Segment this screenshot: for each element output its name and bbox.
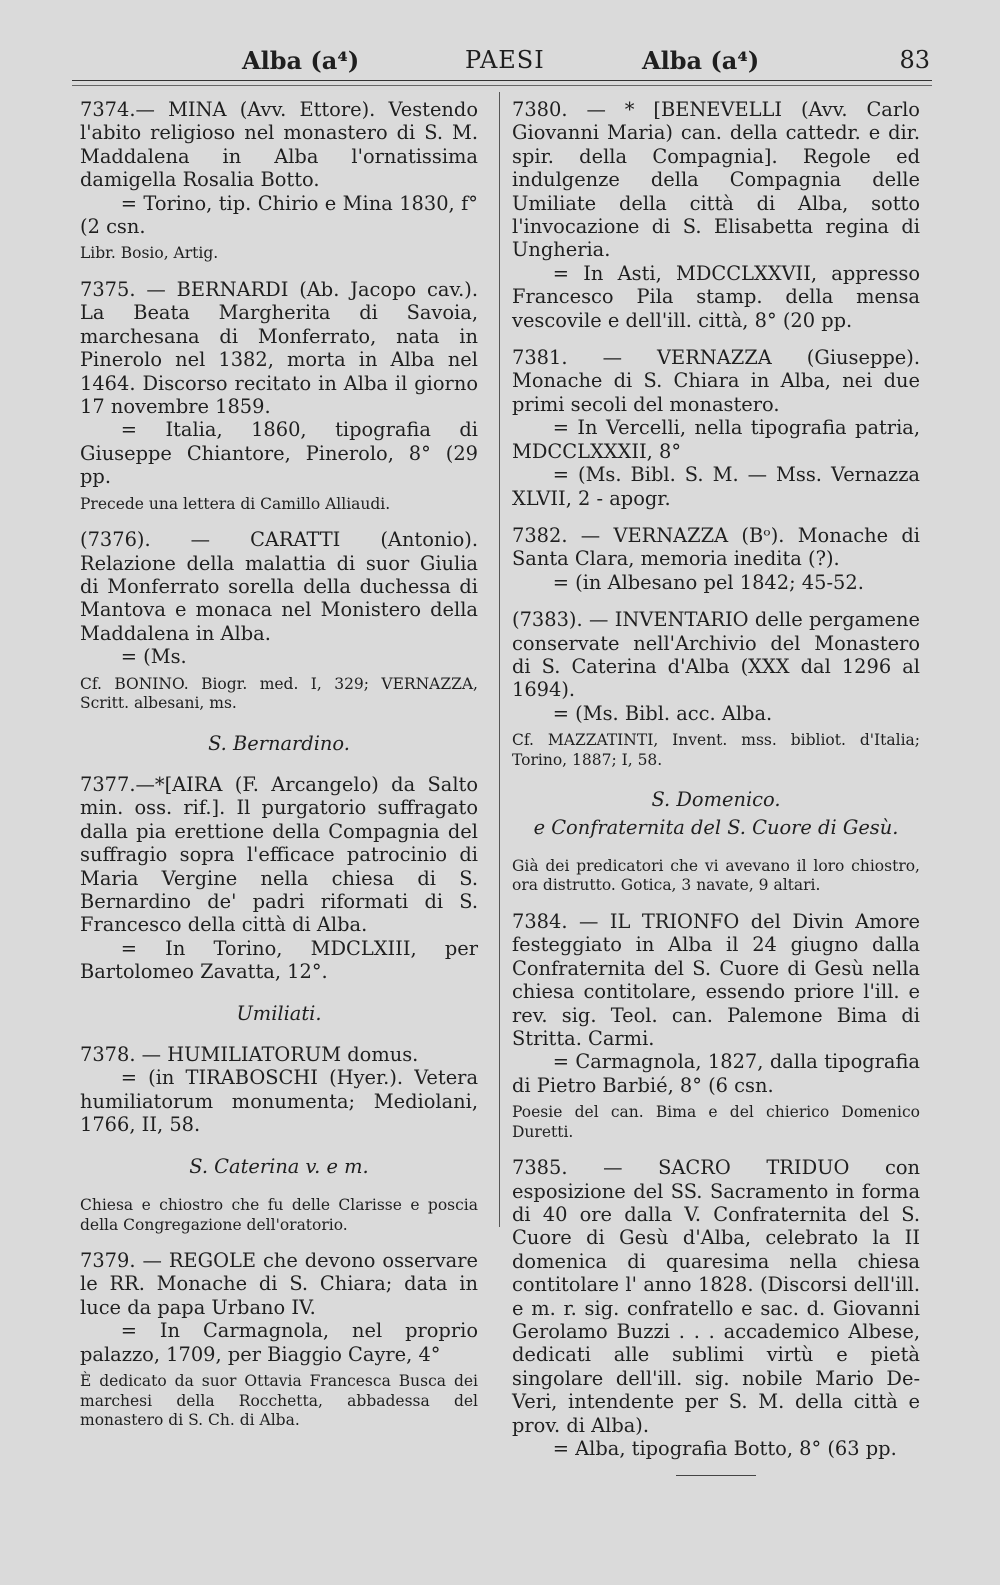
entry-imprint: = (Ms. Bibl. S. M. — Mss. Vernazza XLVII, 2 - apogr. <box>512 463 920 510</box>
header-rule <box>72 80 932 81</box>
header-right-title: Alba (a⁴) <box>642 46 760 75</box>
entry-text: (7383). — INVENTARIO delle pergamene conservate nell'Archivio del Monastero di S. Caterina d'Alba (XXX dal 1296 al 1694). <box>512 608 920 702</box>
entry-imprint: = (Ms. <box>120 645 187 669</box>
header-section-title: PAESI <box>465 46 545 74</box>
entry-note: Cf. MAZZATINTI, Invent. mss. bibliot. d'Italia; Torino, 1887; I, 58. <box>512 731 920 769</box>
page-number: 83 <box>899 46 930 74</box>
entry-text: 7375. — BERNARDI (Ab. Jacopo cav.). La Beata Margherita di Savoia, marchesana di Monferrato, nata in Pinerolo nel 1382, morta in Alba nel 1464. Discorso recitato in Alba il giorno 17 novembre 1859. <box>80 277 478 418</box>
entry-imprint: = In Torino, MDCLXIII, per Bartolomeo Zavatta, 12°. <box>80 936 478 984</box>
entry-7385 <box>512 1156 920 1460</box>
closing-rule <box>676 1475 756 1476</box>
right-column <box>512 98 920 1476</box>
entry-text: 7378. — HUMILIATORUM domus. <box>80 1043 419 1066</box>
left-column <box>80 98 478 1445</box>
header-rule-thin <box>72 85 932 86</box>
section-heading: S. Bernardino. <box>208 731 350 755</box>
entry-text: 7374.— MINA (Avv. Ettore). Vestendo l'abito religioso nel monastero di S. M. Maddalena in Alba l'ornatissima damigella Rosalia Botto. <box>80 98 478 192</box>
entry-7374 <box>80 98 478 264</box>
section-heading: S. Caterina v. e m. <box>189 1154 369 1178</box>
entry-imprint: = Carmagnola, 1827, dalla tipografia di Pietro Barbié, 8° (6 csn. <box>512 1050 920 1097</box>
entry-7375 <box>80 278 478 514</box>
entry-text: 7384. — IL TRIONFO del Divin Amore festeggiato in Alba il 24 giugno dalla Confraternita del S. Cuore di Gesù nella chiesa contitolare, essendo priore l'ill. e rev. sig. Teol. can. Palemone Bima di Stritta. Carmi. <box>512 909 920 1050</box>
header-left-title: Alba (a⁴) <box>242 46 360 75</box>
entry-7380 <box>512 98 920 332</box>
entry-text: 7381. — VERNAZZA (Giuseppe). Monache di S. Chiara in Alba, nei due primi secoli del monastero. <box>512 346 920 416</box>
entry-imprint: = Italia, 1860, tipografia di Giuseppe Chiantore, Pinerolo, 8° (29 pp. <box>80 418 478 489</box>
entry-note: Poesie del can. Bima e del chierico Domenico Duretti. <box>512 1103 920 1141</box>
entry-text: 7379. — REGOLE che devono osservare le RR. Monache di S. Chiara; data in luce da papa Urbano IV. <box>80 1249 478 1319</box>
entry-7377 <box>80 773 478 984</box>
entry-imprint: = (Ms. Bibl. acc. Alba. <box>552 701 773 725</box>
section-heading: Umiliati. <box>236 1001 322 1025</box>
entry-note: Precede una lettera di Camillo Alliaudi. <box>80 494 391 513</box>
entry-text: 7380. — * [BENEVELLI (Avv. Carlo Giovanni Maria) can. della cattedr. e dir. spir. della Compagnia]. Regole ed indulgenze della Compagnia delle Umiliate della città di Alba, sotto l'invocazione di S. Elisabetta regina di Ungheria. <box>512 98 920 262</box>
entry-note: È dedicato da suor Ottavia Francesca Busca dei marchesi della Rocchetta, abbadessa del monastero di S. Ch. di Alba. <box>80 1372 478 1430</box>
entry-imprint: = Torino, tip. Chirio e Mina 1830, f° (2 csn. <box>80 191 478 239</box>
entry-7376 <box>80 528 478 713</box>
entry-imprint: = In Carmagnola, nel proprio palazzo, 1709, per Biaggio Cayre, 4° <box>80 1319 478 1366</box>
entry-imprint: = (in Albesano pel 1842; 45-52. <box>552 570 864 594</box>
entry-text: 7377.—*[AIRA (F. Arcangelo) da Salto min. oss. rif.]. Il purgatorio suffragato dalla pia erettione della Compagnia del suffragio sopra l'efficace patrocinio di Maria Vergine nella chiesa di S. Bernardino de' padri riformati di S. Francesco della città di Alba. <box>80 772 478 937</box>
section-heading: S. Domenico. <box>651 788 781 812</box>
entry-7382 <box>512 524 920 594</box>
section-note: Già dei predicatori che vi avevano il loro chiostro, ora distrutto. Gotica, 3 navate, 9 altari. <box>512 856 920 895</box>
entry-imprint: = (in TIRABOSCHI (Hyer.). Vetera humiliatorum monumenta; Mediolani, 1766, II, 58. <box>80 1066 478 1137</box>
entry-7384 <box>512 910 920 1142</box>
entry-note: Cf. BONINO. Biogr. med. I, 329; VERNAZZA, Scritt. albesani, ms. <box>80 674 478 713</box>
entry-7379 <box>80 1249 478 1431</box>
column-separator <box>499 92 500 1227</box>
entry-text: 7382. — VERNAZZA (Bᵒ). Monache di Santa Clara, memoria inedita (?). <box>512 523 920 571</box>
section-note: Chiesa e chiostro che fu delle Clarisse e poscia della Congregazione dell'oratorio. <box>80 1196 478 1234</box>
entry-note: Libr. Bosio, Artig. <box>80 244 219 263</box>
running-header <box>70 40 930 80</box>
entry-7383 <box>512 608 920 770</box>
entry-imprint: = Alba, tipografia Botto, 8° (63 pp. <box>552 1437 897 1461</box>
entry-text: 7385. — SACRO TRIDUO con esposizione del SS. Sacramento in forma di 40 ore dalla V. Confraternita del S. Cuore di Gesù d'Alba, celebrato la II domenica di quaresima nella chiesa contitolare l' anno 1828. (Discorsi dell'ill. e m. r. sig. confratello e sac. d. Giovanni Gerolamo Buzzi . . . accademico Albese, dedicati alle sublimi virtù e pietà singolare dell'ill. sig. nobile Mario De-Veri, intendente per S. M. della città e prov. di Alba). <box>512 1156 920 1437</box>
entry-imprint: = In Vercelli, nella tipografia patria, MDCCLXXXII, 8° <box>512 416 920 463</box>
entry-imprint: = In Asti, MDCCLXXVII, appresso Francesco Pila stamp. della mensa vescovile e dell'ill. città, 8° (20 pp. <box>512 261 920 332</box>
entry-7378 <box>80 1043 478 1137</box>
entry-7381 <box>512 346 920 510</box>
entry-text: (7376). — CARATTI (Antonio). Relazione della malattia di suor Giulia di Monferrato sorella della duchessa di Mantova e monaca nel Monistero della Maddalena in Alba. <box>80 528 478 645</box>
section-subheading: e Confraternita del S. Cuore di Gesù. <box>533 815 899 839</box>
